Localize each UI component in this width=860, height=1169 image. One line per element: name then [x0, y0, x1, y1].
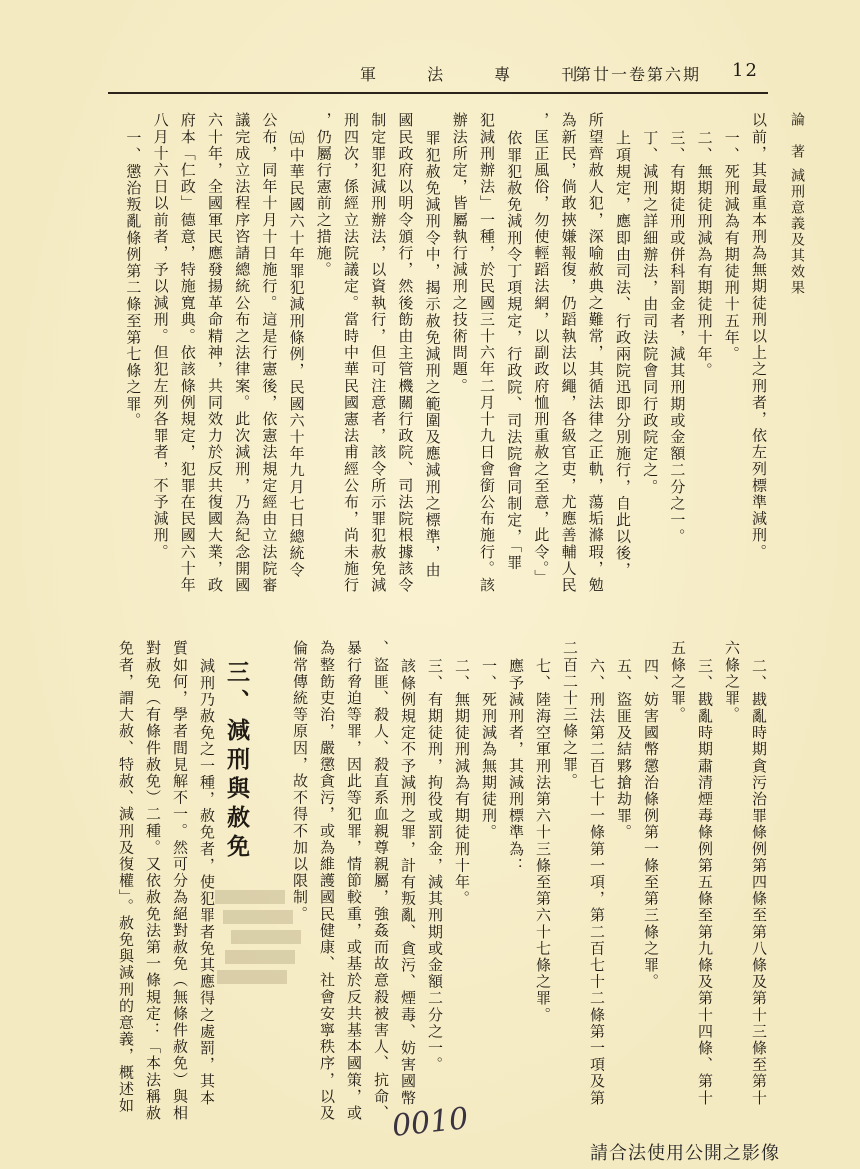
- text-column: 倫常傳統等原因，故不得不加以限制。: [291, 640, 309, 923]
- text-column: 七、陸海空軍刑法第六十三條至第六十七條之罪。: [534, 658, 552, 1024]
- text-column: 質如何，學者間見解不一。然可分為絕對赦免（無條件赦免）與相: [171, 640, 189, 1122]
- text-column: 國民政府以明令頒行，然後飭由主管機關行政院、司法院根據該令: [396, 112, 415, 594]
- text-column: 八月十六日以前者，予以減刑。但犯左列各罪者，不予減刑。: [151, 112, 170, 561]
- text-column: ，仍屬行憲前之措施。: [314, 112, 333, 278]
- text-column: 一、死刑減為無期徒刑。: [480, 658, 498, 841]
- text-column: 三、戡亂時期肅清煙毒條例第五條至第九條及第十四條、第十: [696, 658, 714, 1107]
- text-column: 五條之罪。: [669, 640, 687, 723]
- text-column: 二百二十三條之罪。: [561, 640, 579, 790]
- text-column: 以前，其最重本刑為無期徒刑以上之刑者，依左列標準減刑。: [750, 112, 768, 561]
- book-stack-watermark-icon: [205, 880, 315, 1000]
- text-column: 一、死刑減為有期徒刑十五年。: [722, 130, 741, 363]
- text-column: 該條例規定不予減刑之罪，計有叛亂、貪污、煙毒、妨害國幣: [399, 658, 417, 1107]
- text-column: 三、有期徒刑或併科罰金者，減其刑期或金額二分之一。: [668, 130, 687, 545]
- text-column: 為整飭吏治，嚴懲貪污，或為維護國民健康、社會安寧秩序，以及: [318, 640, 336, 1122]
- text-column: 暴行脅迫等罪，因此等犯罪，情節較重，或基於反共基本國策，或: [345, 640, 363, 1122]
- text-column: ，匡正風俗，勿使輕蹈法網，以副政府恤刑重赦之至意，此令。」: [532, 112, 551, 586]
- text-column: 免者，謂大赦、特赦、減刑及復權」。赦免與減刑的意義，概述如: [117, 640, 135, 1114]
- text-column: 六條之罪。: [723, 640, 741, 723]
- publication-title: 軍 法 專 刊: [360, 65, 592, 84]
- handwritten-page-mark: 0010: [390, 1101, 470, 1144]
- text-column: 上項規定，應即由司法、行政兩院迅即分別施行，自此以後，: [614, 130, 632, 579]
- page-number: 12: [732, 60, 759, 81]
- text-column: 制定罪犯減刑辦法，以資執行，但可注意者，該令所示罪犯赦免減: [369, 112, 388, 594]
- text-column: 一、懲治叛亂條例第二條至第七條之罪。: [124, 130, 143, 429]
- text-column: 府本「仁政」德意，特施寬典。依該條例規定，犯罪在民國六十年: [178, 112, 197, 594]
- text-column: 二、無期徒刑減為有期徒刑十年。: [453, 658, 471, 907]
- text-column: ㈤中華民國六十年罪犯減刑條例，民國六十年九月七日總統令: [287, 130, 306, 579]
- running-head-article: 減刑意義及其效果: [789, 168, 805, 296]
- text-column: 依罪犯赦免減刑令丁項規定，行政院、司法院會同制定，「罪: [505, 130, 524, 571]
- text-column: 公布，同年十月十日施行。這是行憲後，依憲法規定經由立法院審: [260, 112, 279, 594]
- text-column: 四、妨害國幣懲治條例第一條至第三條之罪。: [642, 658, 660, 990]
- text-column: 對赦免（有條件赦免）二種。又依赦免法第一條規定：「本法稱赦: [144, 640, 162, 1122]
- text-column: 六、刑法第二百七十一條第一項，第二百七十二條第一項及第: [588, 658, 606, 1107]
- footer-notice: 請合法使用公開之影像: [590, 1143, 780, 1164]
- text-column: 五、盜匪及結夥搶劫罪。: [615, 658, 633, 841]
- text-column: 減刑乃赦免之一種，赦免者，使犯罪者免其應得之處罰，其本: [198, 658, 216, 1107]
- running-head-category: 論 著: [789, 112, 805, 160]
- text-column: 二、戡亂時期貪污治罪條例第四條至第八條及第十三條至第十: [750, 658, 768, 1107]
- text-column: 六十年，全國軍民應發揚革命精神，共同效力於反共復國大業，政: [206, 112, 224, 594]
- text-column: 所望齊赦人犯，深喻赦典之難常，其循法律之正軌，蕩垢滌瑕，勉: [586, 112, 605, 594]
- volume-issue: 第廿一卷第六期: [575, 65, 702, 84]
- text-column: 辦法所定，皆屬執行減刑之技術問題。: [450, 112, 469, 395]
- text-column: 二、無期徒刑減為有期徒刑十年。: [695, 130, 714, 379]
- section-title: 三、減刑與赦免: [223, 660, 250, 863]
- header-rule: [108, 92, 768, 94]
- page-header: [360, 62, 760, 86]
- text-column: 罪犯赦免減刑令中，揭示赦免減刑之範圍及應減刑之標準，由: [423, 130, 442, 579]
- text-column: 犯減刑辦法」一種，於民國三十六年二月十九日會銜公布施行。該: [478, 112, 496, 594]
- text-column: 、盜匪、殺人、殺直系血親尊親屬，強姦而故意殺被害人、抗命、: [372, 640, 390, 1122]
- text-column: 議完成立法程序咨請總統公布之法律案。此次減刑，乃為紀念開國: [233, 112, 252, 594]
- text-column: 刑四次，係經立法院議定。當時中華民國憲法甫經公布，尚未施行: [342, 112, 360, 594]
- text-column: 為新民，倘敢挾嫌報復，仍蹈執法以繩，各級官吏，尤應善輔人民: [559, 112, 578, 594]
- text-column: 三、有期徒刑，拘役或罰金，減其刑期或金額二分之一。: [426, 658, 444, 1073]
- text-column: 應予減刑者，其減刑標準為：: [507, 658, 525, 874]
- text-column: 丁、減刑之詳細辦法，由司法院會同行政院定之。: [641, 130, 660, 496]
